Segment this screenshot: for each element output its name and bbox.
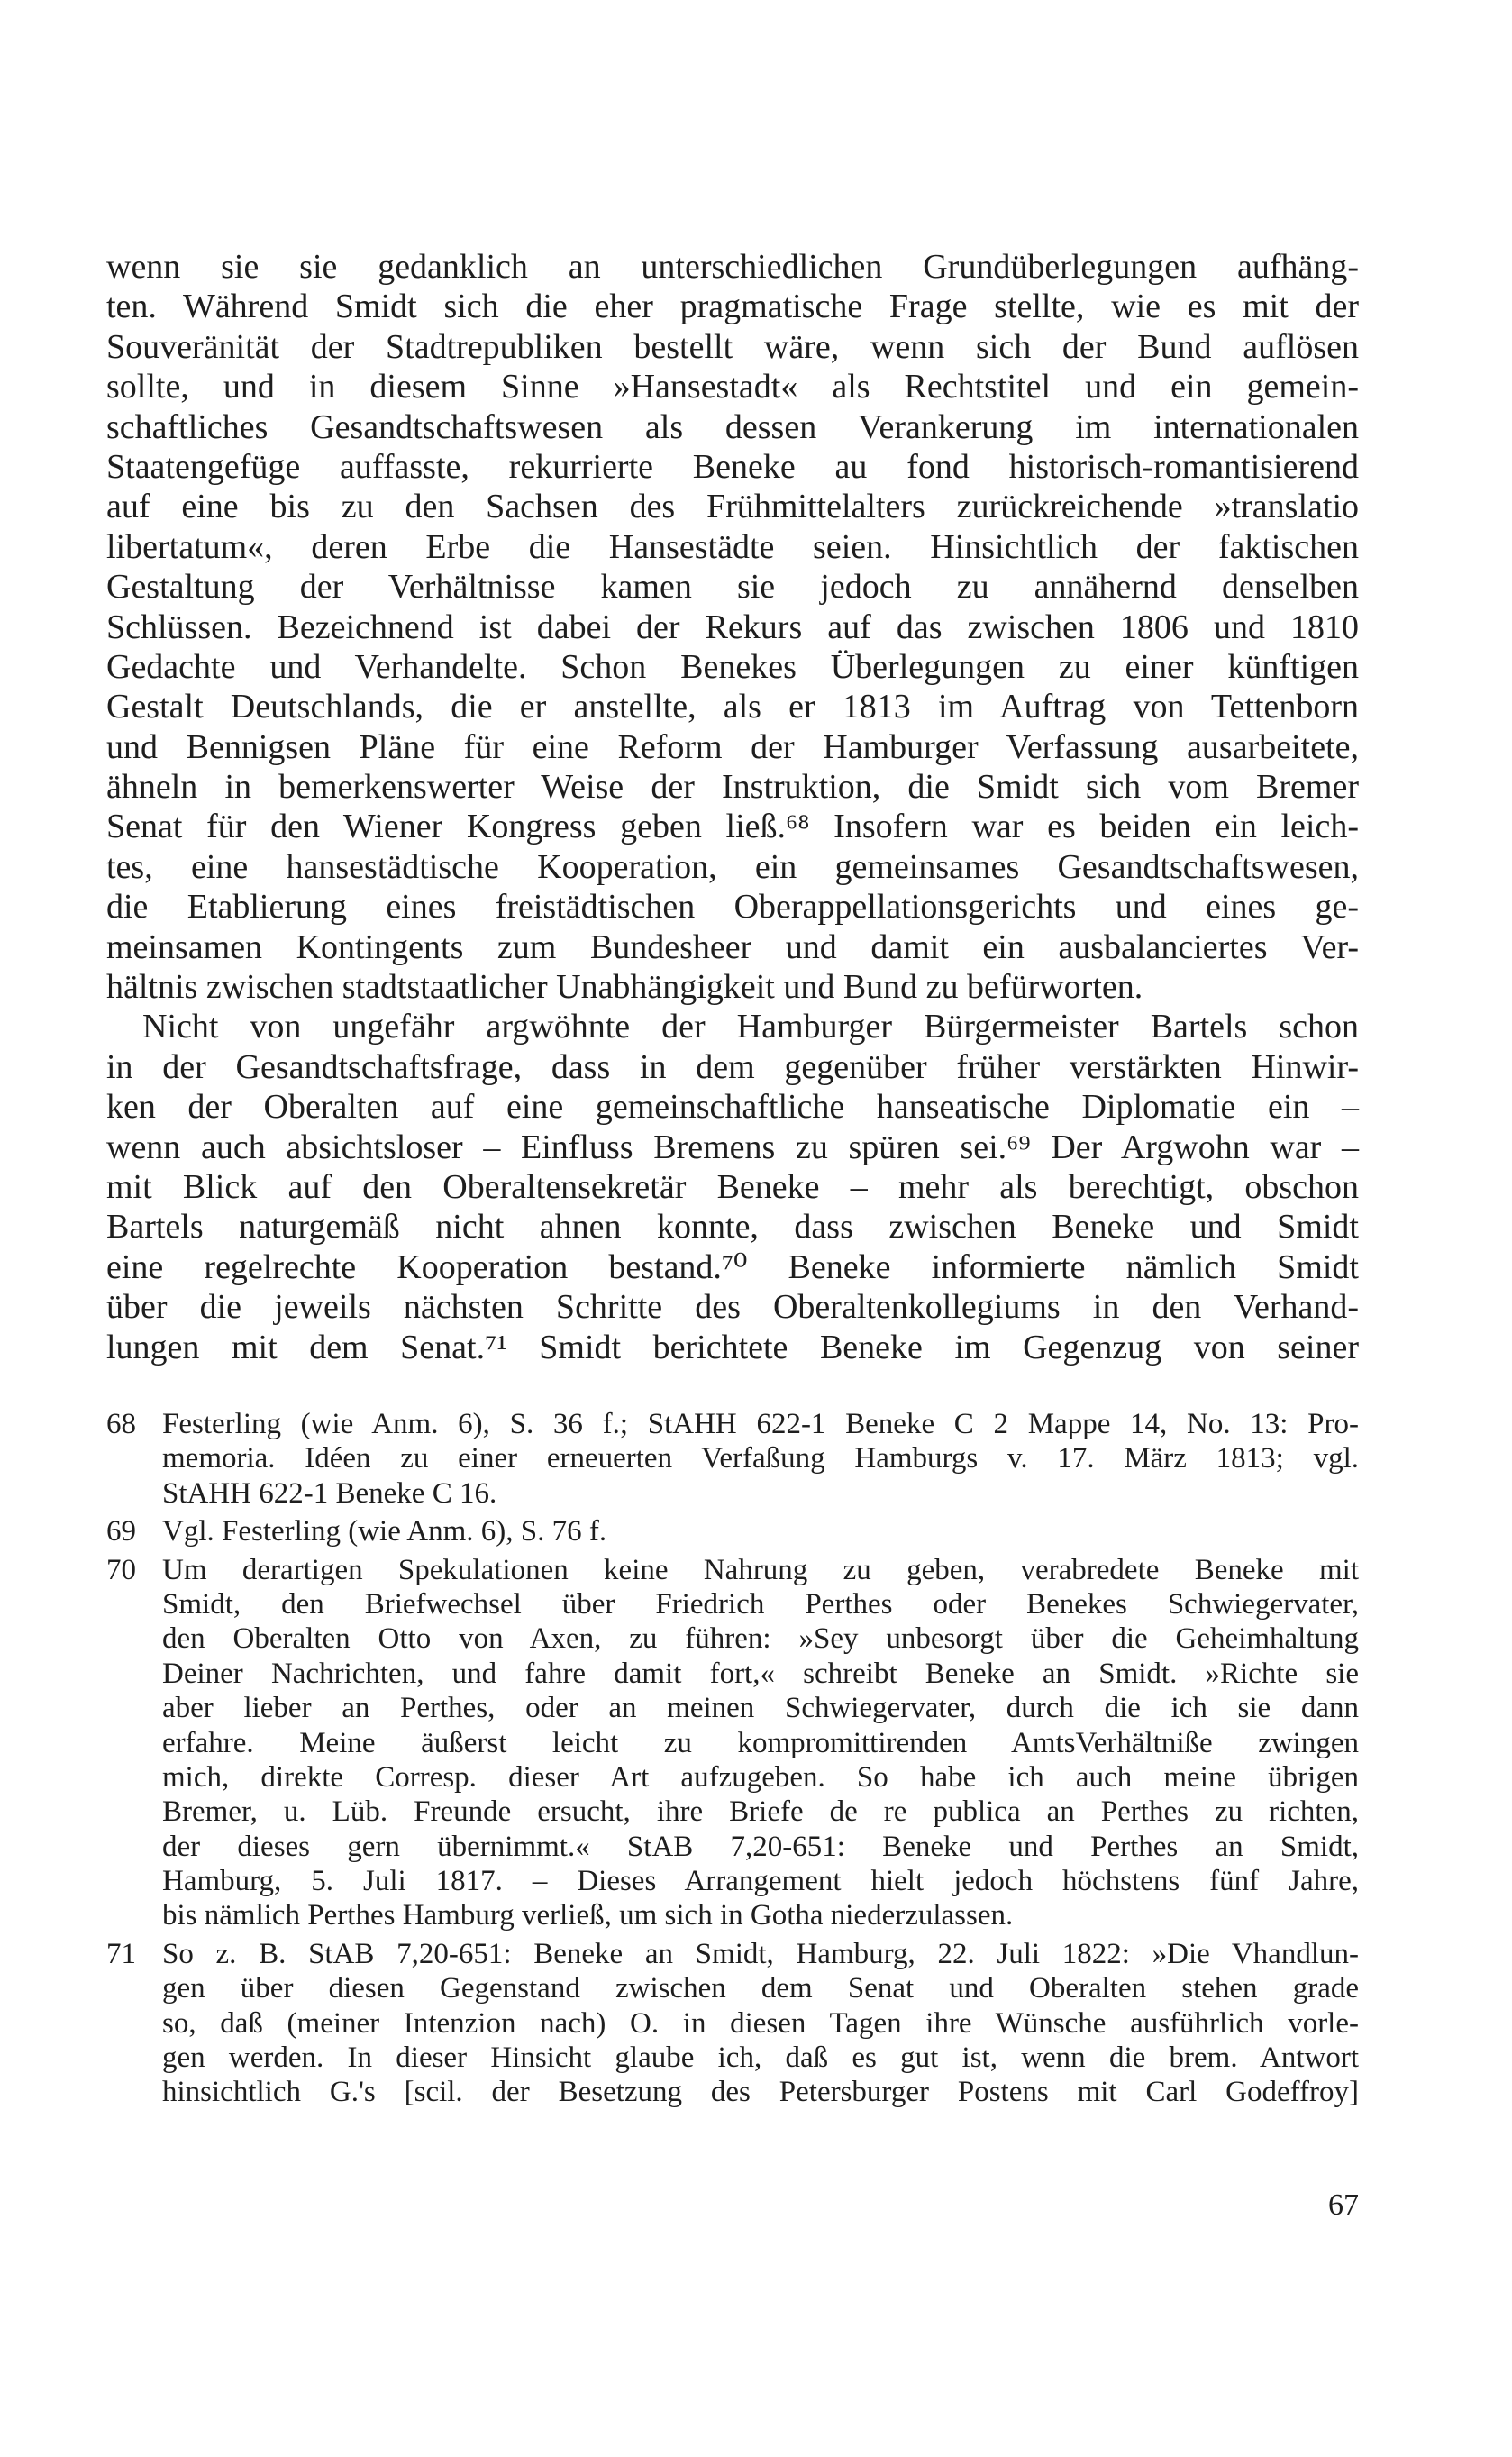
footnote-line: Um derartigen Spekulationen keine Nahrung zu geben, verabredete Beneke mit	[162, 1553, 1359, 1586]
text-line: Gestalt Deutschlands, die er anstellte, als er 1813 im Auftrag von Tettenborn	[106, 688, 1359, 726]
text-line: lungen mit dem Senat.⁷¹ Smidt berichtete Beneke im Gegenzug von seiner	[106, 1328, 1359, 1366]
footnote-line: Vgl. Festerling (wie Anm. 6), S. 76 f.	[162, 1515, 607, 1548]
footnote-number: 70	[106, 1553, 136, 1586]
footnote-line: bis nämlich Perthes Hamburg verließ, um sich in Gotha niederzulassen.	[162, 1899, 1014, 1932]
footnote-line: So z. B. StAB 7,20-651: Beneke an Smidt, Hamburg, 22. Juli 1822: »Die Vhandlun-	[162, 1937, 1359, 1970]
text-line: Staatengefüge auffasste, rekurrierte Beneke au fond historisch-romantisierend	[106, 447, 1359, 486]
text-line: ten. Während Smidt sich die eher pragmatische Frage stellte, wie es mit der	[106, 288, 1359, 326]
text-line: libertatum«, deren Erbe die Hansestädte seien. Hinsichtlich der faktischen	[106, 527, 1359, 566]
footnote-line: Hamburg, 5. Juli 1817. – Dieses Arrangement hielt jedoch höchstens fünf Jahre,	[162, 1865, 1359, 1898]
text-line: die Etablierung eines freistädtischen Oberappellationsgerichts und eines ge-	[106, 888, 1359, 927]
text-line: eine regelrechte Kooperation bestand.⁷⁰ Beneke informierte nämlich Smidt	[106, 1247, 1359, 1286]
text-line: Senat für den Wiener Kongress geben ließ.⁶⁸ Insofern war es beiden ein leich-	[106, 808, 1359, 846]
text-line: meinsamen Kontingents zum Bundesheer und damit ein ausbalanciertes Ver-	[106, 927, 1359, 966]
footnote-line: den Oberalten Otto von Axen, zu führen: »Sey unbesorgt über die Geheimhaltung	[162, 1622, 1359, 1656]
text-line: tes, eine hansestädtische Kooperation, ein gemeinsames Gesandtschaftswesen,	[106, 847, 1359, 886]
text-line: ähneln in bemerkenswerter Weise der Instruktion, die Smidt sich vom Bremer	[106, 768, 1359, 807]
text-line: in der Gesandtschaftsfrage, dass in dem gegenüber früher verstärkten Hinwir-	[106, 1047, 1359, 1086]
footnote-68	[106, 1407, 1359, 1511]
footnote-number: 69	[106, 1515, 136, 1548]
text-line: wenn sie sie gedanklich an unterschiedlichen Grundüberlegungen aufhäng-	[106, 248, 1359, 286]
page-number: 67	[1328, 2188, 1359, 2222]
text-line: hältnis zwischen stadtstaatlicher Unabhängigkeit und Bund zu befürworten.	[106, 968, 1143, 1007]
footnote-line: Festerling (wie Anm. 6), S. 36 f.; StAHH 622-1 Beneke C 2 Mappe 14, No. 13: Pro-	[162, 1408, 1359, 1440]
footnote-line: Bremer, u. Lüb. Freunde ersucht, ihre Briefe de re publica an Perthes zu richten,	[162, 1795, 1359, 1829]
footnote-line: aber lieber an Perthes, oder an meinen Schwiegervater, durch die ich sie dann	[162, 1692, 1359, 1725]
text-line: sollte, und in diesem Sinne »Hansestadt« als Rechtstitel und ein gemein-	[106, 368, 1359, 406]
footnote-70	[106, 1553, 1359, 1933]
footnote-line: so, daß (meiner Intenzion nach) O. in diesen Tagen ihre Wünsche ausführlich vorle-	[162, 2006, 1359, 2040]
footnote-line: Smidt, den Briefwechsel über Friedrich Perthes oder Benekes Schwiegervater,	[162, 1587, 1359, 1621]
main-text	[106, 247, 1359, 1367]
footnote-line: gen über diesen Gegenstand zwischen dem Senat und Oberalten stehen grade	[162, 1972, 1359, 2005]
text-line: auf eine bis zu den Sachsen des Frühmittelalters zurückreichende »translatio	[106, 488, 1359, 526]
footnote-line: gen werden. In dieser Hinsicht glaube ich, daß es gut ist, wenn die brem. Antwort	[162, 2041, 1359, 2075]
text-line: schaftliches Gesandtschaftswesen als dessen Verankerung im internationalen	[106, 407, 1359, 446]
text-line: Souveränität der Stadtrepubliken bestellt wäre, wenn sich der Bund auflösen	[106, 327, 1359, 366]
footnote-69	[106, 1514, 1359, 1548]
footnote-line: mich, direkte Corresp. dieser Art aufzugeben. So habe ich auch meine übrigen	[162, 1760, 1359, 1794]
text-line: über die jeweils nächsten Schritte des Oberaltenkollegiums in den Verhand-	[106, 1288, 1359, 1327]
footnote-line: memoria. Idéen zu einer erneuerten Verfaßung Hamburgs v. 17. März 1813; vgl.	[162, 1442, 1359, 1475]
text-line: wenn auch absichtsloser – Einfluss Bremens zu spüren sei.⁶⁹ Der Argwohn war –	[106, 1128, 1359, 1166]
footnote-line: der dieses gern übernimmt.« StAB 7,20-651: Beneke und Perthes an Smidt,	[162, 1830, 1359, 1863]
text-line: Gedachte und Verhandelte. Schon Benekes Überlegungen zu einer künftigen	[106, 647, 1359, 686]
footnote-number: 68	[106, 1408, 136, 1440]
text-line: ken der Oberalten auf eine gemeinschaftliche hanseatische Diplomatie ein –	[106, 1088, 1359, 1127]
paragraph-first-line: Nicht von ungefähr argwöhnte der Hamburger Bürgermeister Bartels schon	[142, 1008, 1359, 1046]
footnote-line: hinsichtlich G.'s [scil. der Besetzung des Petersburger Postens mit Carl Godeffroy]	[162, 2076, 1359, 2109]
footnote-71	[106, 1937, 1359, 2110]
footnote-number: 71	[106, 1937, 136, 1970]
footnote-line: Deiner Nachrichten, und fahre damit fort,« schreibt Beneke an Smidt. »Richte sie	[162, 1657, 1359, 1690]
footnotes	[106, 1407, 1359, 2114]
text-line: und Bennigsen Pläne für eine Reform der Hamburger Verfassung ausarbeitete,	[106, 727, 1359, 766]
text-line: Gestaltung der Verhältnisse kamen sie jedoch zu annähernd denselben	[106, 568, 1359, 607]
text-line: Schlüssen. Bezeichnend ist dabei der Rekurs auf das zwischen 1806 und 1810	[106, 607, 1359, 646]
footnote-line: StAHH 622-1 Beneke C 16.	[162, 1476, 497, 1510]
footnote-line: erfahre. Meine äußerst leicht zu kompromittirenden AmtsVerhältniße zwingen	[162, 1726, 1359, 1759]
text-line: Bartels naturgemäß nicht ahnen konnte, dass zwischen Beneke und Smidt	[106, 1208, 1359, 1247]
text-line: mit Blick auf den Oberaltensekretär Beneke – mehr als berechtigt, obschon	[106, 1167, 1359, 1206]
